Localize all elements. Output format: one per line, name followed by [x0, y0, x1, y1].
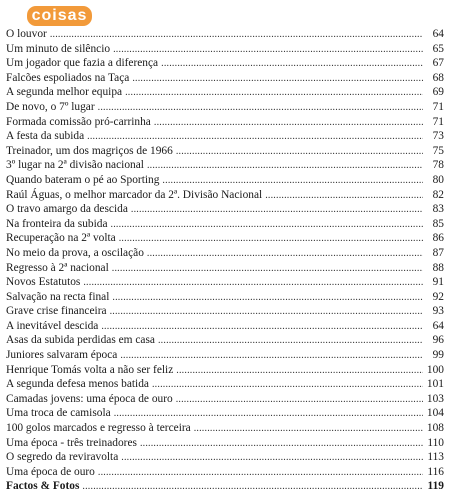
toc-entry-page: 100: [426, 363, 444, 376]
toc-entry: [6, 56, 444, 71]
toc-entry: [6, 479, 444, 494]
section-badge: [27, 6, 92, 26]
toc-leader-dots: [147, 159, 423, 174]
toc-entry-title: Asas da subida perdidas em casa: [6, 334, 155, 347]
toc-entry: [6, 421, 444, 436]
toc-entry-page: 103: [426, 392, 444, 405]
toc-entry-title: A inevitável descida: [6, 319, 99, 332]
toc-entry-title: Raúl Águas, o melhor marcador da 2ª. Divisão Nacional: [6, 188, 263, 201]
toc-leader-dots: [87, 130, 423, 145]
toc-leader-dots: [111, 218, 423, 233]
toc-entry-page: 65: [432, 42, 444, 55]
toc-leader-dots: [113, 43, 423, 58]
toc-leader-dots: [176, 364, 423, 379]
toc-entry-page: 87: [432, 246, 444, 259]
toc-entry-title: No meio da prova, a oscilação: [6, 246, 144, 259]
toc-entry-title: Camadas jovens: uma época de ouro: [6, 392, 173, 405]
toc-leader-dots: [114, 407, 423, 422]
toc-entry-title: Uma época de ouro: [6, 465, 95, 478]
toc-entry-page: 69: [432, 86, 444, 99]
toc-entry: [6, 100, 444, 115]
toc-entry-page: 64: [432, 319, 444, 332]
toc-entry: [6, 406, 444, 421]
toc-leader-dots: [140, 437, 423, 452]
toc-leader-dots: [194, 422, 423, 437]
toc-entry: [6, 217, 444, 232]
toc-leader-dots: [176, 393, 423, 408]
toc-leader-dots: [98, 466, 423, 481]
toc-entry: [6, 348, 444, 363]
toc-entry-title: Uma época - três treinadores: [6, 436, 137, 449]
toc-entry-page: 92: [432, 290, 444, 303]
toc-entry-page: 71: [432, 100, 444, 113]
toc-entry-title: Treinador, um dos magriços de 1966: [6, 144, 173, 157]
toc-entry: [6, 304, 444, 319]
toc-entry: [6, 319, 444, 334]
toc-entry-page: 68: [432, 71, 444, 84]
toc-entry: [6, 173, 444, 188]
toc-entry-page: 110: [427, 436, 444, 449]
toc-entry-title: Na fronteira da subida: [6, 217, 108, 230]
toc-entry-page: 119: [427, 480, 444, 493]
toc-entry-page: 86: [432, 232, 444, 245]
toc-leader-dots: [125, 86, 423, 101]
toc-entry: [6, 231, 444, 246]
toc-leader-dots: [112, 262, 423, 277]
toc-entry: [6, 27, 444, 42]
toc-leader-dots: [121, 451, 423, 466]
toc-entry-title: Factos & Fotos: [6, 480, 80, 493]
toc-entry: [6, 158, 444, 173]
toc-entry-page: 85: [432, 217, 444, 230]
toc-entry-page: 116: [427, 465, 444, 478]
toc-entry: [6, 246, 444, 261]
toc-leader-dots: [132, 72, 423, 87]
toc-leader-dots: [265, 189, 423, 204]
toc-leader-dots: [154, 116, 423, 131]
toc-leader-dots: [120, 349, 423, 364]
toc-entry-title: Henrique Tomás volta a não ser feliz: [6, 363, 174, 376]
toc-entry-page: 80: [432, 173, 444, 186]
toc-entry-title: 100 golos marcados e regresso à terceira: [6, 422, 191, 435]
toc-entry: [6, 188, 444, 203]
toc-leader-dots: [152, 378, 423, 393]
toc-entry: [6, 465, 444, 480]
toc-entry-title: Regresso à 2ª nacional: [6, 261, 109, 274]
toc-entry-title: Grave crise financeira: [6, 305, 107, 318]
toc-entry: [6, 144, 444, 159]
toc-entry-title: Salvação na recta final: [6, 290, 110, 303]
toc-entry-page: 83: [432, 203, 444, 216]
toc-leader-dots: [162, 174, 423, 189]
toc-entry: [6, 115, 444, 130]
toc-entry-title: Formada comissão pró-carrinha: [6, 115, 151, 128]
toc-leader-dots: [50, 28, 423, 43]
table-of-contents: [6, 27, 444, 494]
toc-entry-title: O travo amargo da descida: [6, 203, 128, 216]
toc-entry-page: 71: [432, 115, 444, 128]
toc-entry: [6, 450, 444, 465]
toc-entry-title: Juniores salvaram época: [6, 349, 118, 362]
toc-leader-dots: [112, 291, 423, 306]
toc-leader-dots: [119, 232, 423, 247]
toc-leader-dots: [83, 276, 423, 291]
toc-entry-title: A segunda melhor equipa: [6, 86, 123, 99]
toc-entry: [6, 71, 444, 86]
toc-leader-dots: [131, 203, 423, 218]
toc-entry-page: 99: [432, 349, 444, 362]
toc-entry-title: Uma troca de camisola: [6, 407, 111, 420]
toc-entry: [6, 333, 444, 348]
toc-entry-title: Um minuto de silêncio: [6, 42, 111, 55]
toc-entry-page: 82: [432, 188, 444, 201]
toc-entry: [6, 275, 444, 290]
toc-entry-title: 3º lugar na 2ª divisão nacional: [6, 159, 144, 172]
toc-leader-dots: [98, 101, 423, 116]
toc-entry-page: 73: [432, 130, 444, 143]
toc-entry-page: 108: [426, 422, 444, 435]
toc-entry-title: Quando bateram o pé ao Sporting: [6, 173, 160, 186]
toc-entry-page: 91: [432, 276, 444, 289]
toc-entry-page: 93: [432, 305, 444, 318]
toc-entry: [6, 392, 444, 407]
toc-entry: [6, 261, 444, 276]
toc-leader-dots: [176, 145, 423, 160]
toc-entry-page: 113: [427, 451, 444, 464]
toc-entry-title: De novo, o 7º lugar: [6, 100, 95, 113]
toc-leader-dots: [158, 334, 423, 349]
toc-entry-title: Novos Estatutos: [6, 276, 81, 289]
toc-entry-title: Falcões espoliados na Taça: [6, 71, 130, 84]
toc-entry-page: 64: [432, 28, 444, 40]
section-badge-label: coisas: [31, 7, 88, 24]
toc-entry-title: Um jogador que fazia a diferença: [6, 57, 159, 70]
toc-entry-page: 75: [432, 144, 444, 157]
toc-entry-title: A festa da subida: [6, 130, 85, 143]
toc-entry-title: O segredo da reviravolta: [6, 451, 119, 464]
toc-entry-title: Recuperação na 2ª volta: [6, 232, 116, 245]
toc-entry: [6, 85, 444, 100]
toc-leader-dots: [161, 57, 423, 72]
toc-leader-dots: [147, 247, 423, 262]
toc-leader-dots: [110, 305, 423, 320]
toc-entry-page: 101: [426, 378, 444, 391]
toc-entry-title: A segunda defesa menos batida: [6, 378, 149, 391]
toc-entry-page: 88: [432, 261, 444, 274]
toc-entry: [6, 202, 444, 217]
toc-leader-dots: [82, 480, 423, 495]
toc-leader-dots: [101, 320, 423, 335]
toc-entry: [6, 363, 444, 378]
toc-entry: [6, 290, 444, 305]
toc-entry-page: 104: [426, 407, 444, 420]
toc-entry: [6, 129, 444, 144]
toc-entry: [6, 436, 444, 451]
toc-entry: [6, 42, 444, 57]
toc-entry-page: 78: [432, 159, 444, 172]
toc-entry: [6, 377, 444, 392]
toc-entry-page: 67: [432, 57, 444, 70]
toc-entry-title: O louvor: [6, 28, 47, 40]
toc-entry-page: 96: [432, 334, 444, 347]
